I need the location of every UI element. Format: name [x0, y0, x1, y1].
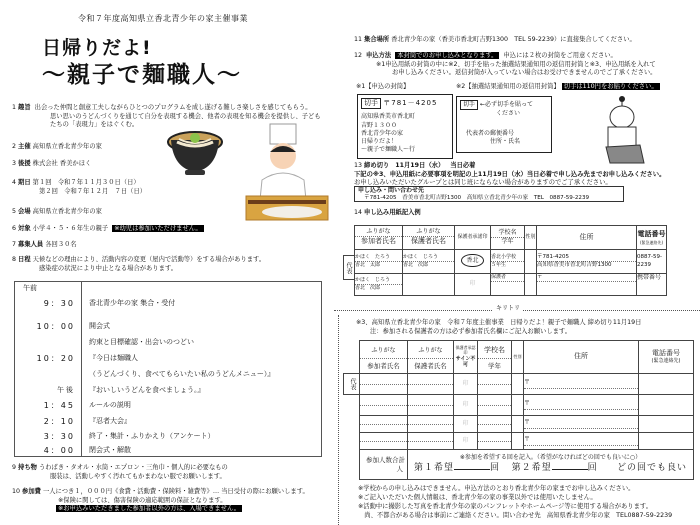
rep-label: 代表 — [343, 373, 360, 395]
form-title: ※3、高知県立香北青少年の家 令和７年度主催事業 日帰りだよ！親子で麺職人 締め切り11月19日 — [356, 319, 642, 326]
schedule-row: （うどんづくり、食べてもらいたい私のうどんメニュー）』 — [89, 370, 275, 378]
total-participants-field[interactable]: 参加人数合計 人 — [360, 450, 408, 480]
section-form-example: 14 申し込み用紙記入例 — [354, 209, 421, 216]
section-capacity: 7 募集人員 各回３０名 — [12, 241, 77, 248]
schedule-row: 3：30 終了・集計・ふりかえり（アンケート） — [43, 432, 215, 441]
section-organizer: 2 主催 高知県立香北青少年の家 — [12, 143, 102, 150]
section-fee: 10 参加費 一人につき１，０００円《食費・活動費・保険料・雑費等》… 当日受付の際にお願いします。 ※保険に関しては、傷害保険の適応範囲の保証となります。 ※お申込みいただきました参加者以外の方は、入場できません。 — [12, 488, 309, 512]
section-meeting-place: 11 集合場所 香北青少年の家（香美市香北町吉野1300 TEL 59-2239）に直接集合してください。 — [354, 36, 636, 43]
section-dates: 4 期日 第１回 令和７年１１月３０日（日） 第２回 令和７年１２月 ７日（日） — [12, 179, 147, 195]
form-note: 注：参加される保護者の方は必ず参加者氏名欄にご記入お願いします。 — [370, 328, 571, 335]
stamp-box: 切手 — [361, 98, 381, 109]
schedule-row: 1：45 ルールの説明 — [43, 401, 131, 410]
schedule-row: 10：20 『今日は麺職人 — [36, 354, 138, 363]
return-envelope-sample: 切手 ←必ず切手を貼って ください 代表者の郵便番号 住所・氏名 — [456, 96, 552, 153]
schedule-row: 約束と目標確認・出会いのつどい — [89, 338, 194, 346]
section-target: 6 対象 小学４・５・６年生の親子 ※幼児は参加いただけません。 — [12, 225, 202, 232]
udon-bowl-illustration — [165, 128, 225, 178]
envelope2-label: ※2【抽選結果通知用の返信用封筒】 切手は110円をお貼りください。 — [456, 83, 658, 90]
noodle-chef-illustration — [240, 122, 340, 222]
am-label: 午前 — [23, 284, 37, 292]
form-row: 印 〒 — [360, 433, 694, 450]
schedule-row: 10：00 開会式 — [36, 322, 110, 331]
example-row: かほく たろう 香北 太郎 かほく じろう 香北 次郎 香北 香北小学校 ５年生 〒781-4205 高知県香美市香北町吉野1300 0887-59-2239 — [355, 250, 667, 274]
schedule-row: 4：00 閉会式・解散 — [43, 446, 131, 455]
vertical-cut-line — [338, 315, 339, 525]
example-row: かほく じろう 香北 次郎 印 保護者 〒 携帯番号 — [355, 274, 667, 296]
application-form-table: ふりがな 参加者氏名 ふりがな 保護者氏名 保護者承認印 サイン不可 学校名 学年 性別 住所 電話番号 (緊急連絡先) 印 〒 印 〒 印 〒 印 〒 参加人数合計 人 ※参加を希望する回を記入。（希望がなければどの回でも良いに○） 第１希望 回 第２希望 回 どの回でも良い — [359, 340, 694, 480]
form-total-row — [360, 450, 694, 480]
entry-restriction-notice: ※お申込みいただきました参加者以外の方は、入場できません。 — [58, 505, 240, 512]
schedule-row: 9：30 香北青少年の家 集合・受付 — [43, 299, 176, 308]
contact-box: 申し込み・問い合わせ先 〒781-4205 香美市香北町吉野1300 高知県立香北青少年の家 TEL 0887-59-2239 — [354, 186, 624, 202]
form-row-rep: 印 〒 — [360, 374, 694, 395]
schedule-row: 2：10 『忍者大会』 — [43, 417, 131, 426]
purpose-label: 趣旨 — [18, 104, 31, 111]
envelope1-label: ※1【申込の封筒】 — [356, 83, 410, 90]
rep-label-example: 代表 — [343, 255, 355, 280]
section-venue: 5 会場 高知県立香北青少年の家 — [12, 208, 102, 215]
schedule-row: 午後 『おいしいうどんを食べましょう。』 — [57, 386, 205, 394]
seal-stamp: 香北 — [461, 254, 483, 267]
cut-line-label: キリトリ — [493, 305, 523, 313]
form-row: 印 〒 — [360, 395, 694, 416]
section-sponsor: 3 後援 株式会社 香美かほく — [12, 160, 92, 167]
mascot-illustration — [600, 95, 650, 165]
event-subtitle: 令和７年度高知県立香北青少年の家主催事業 — [78, 14, 248, 23]
footnotes: ※学校からの申し込みはできません。申込方法のとおり香北青少年の家までお申し込みください。 ※ご記入いただいた個人情報は、香北青少年の家の事業以外では使用いたしません。 ※活動中に撮影した写真を香北青少年の家のパンフレットやホームページ等に使用する場合があります。 尚、不都合がある場合は事前にご連絡ください。問い合わせ先 高知県香北青少年の家 TEL0887-59-2239 — [358, 485, 673, 520]
preference-field[interactable]: ※参加を希望する回を記入。（希望がなければどの回でも良いに○） 第１希望 回 第２希望 回 どの回でも良い — [408, 450, 694, 480]
section-purpose: 1 趣旨 出会った仲間と創意工夫しながらひとつのプログラムを成し遂げる難しさ楽しさを感じてもらう。 思い思いのうどんづくりを通じて自分を表現する機会、他者の表現を知る機会を提供し、子ども たちの「表現力」をはぐくむ。 — [12, 104, 321, 128]
event-title-line2: 〜親子で麺職人〜 — [42, 62, 242, 88]
section-application-method: 12 申込方法 本封筒でのお申し込みとなります。 申込には２枚の封筒をご用意ください。 ※1申込用紙の封筒の中に※2、切手を貼った抽選結果通知用の返信用封筒と※3、申込用紙を入れて お申し込みください。返信封筒が入っていない場合はお受けできませんのでご了承ください。 — [354, 52, 657, 76]
section-deadline: 13 締め切り 11月19日（水） 当日必着 下記の※3、申込用紙に必要事項を明記の上11月19日（水）当日必着で申し込み先までお申し込みください。 お申し込みいただいたグループとは同じ班にならない場合がありますのでご了承ください。 — [354, 162, 666, 186]
event-title-line1: 日帰りだよ! — [42, 37, 152, 59]
section-belongings: 9 持ち物 うわばき・タオル・水筒・エプロン・三角巾・個人的に必要なもの 服装は、活動しやすく汚れてもかまわない服でお願いします。 — [12, 464, 228, 480]
schedule-table — [14, 281, 322, 457]
no-infants-notice: ※幼児は参加いただけません。 — [114, 225, 202, 232]
example-form-table: ふりがな 参加者氏名 ふりがな 保護者氏名 保護者承諾印 学校名 学年 性別 住所 電話番号 (緊急連絡先) かほく たろう 香北 太郎 かほく じろう 香北 次郎 香北 香北小学校 ５年生 〒781-4205 高知県香美市香北町吉野1300 0887-59-2239 かほく じろう 香北 次郎 印 保護者 〒 携帯番号 — [354, 225, 667, 296]
section-schedule-note: 8 日程 天候などの理由により、活動内容の変更（屋内で活動等）をする場合があります。 感染症の状況により中止となる場合があります。 — [12, 256, 266, 272]
application-envelope-sample: 切手 〒781－4205 高知県香美市香北町 吉野１３００ 香北青少年の家 日帰りだよ！ 〜親子で麺職人〜行 — [357, 94, 453, 159]
form-row: 印 〒 — [360, 416, 694, 433]
